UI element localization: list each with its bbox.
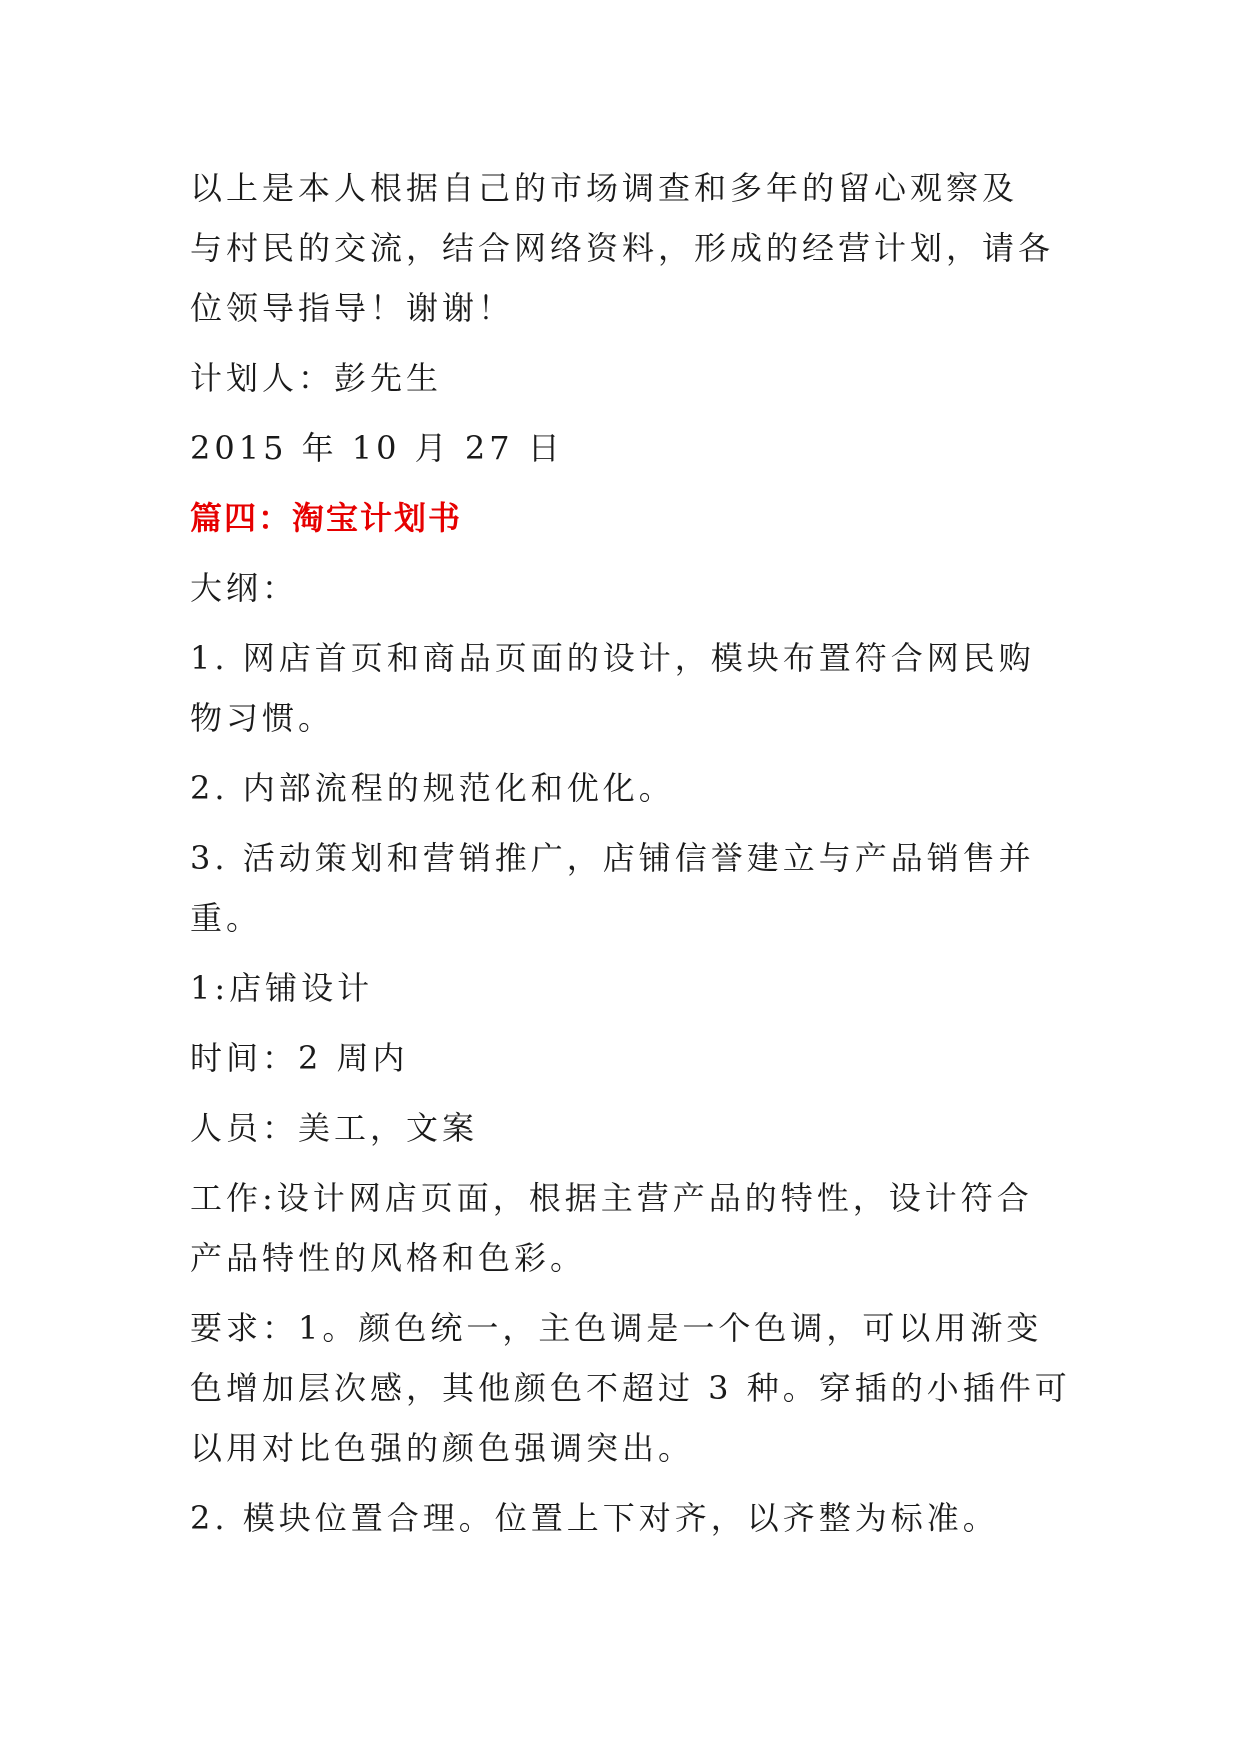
date-line: 2015 年 10 月 27 日 xyxy=(190,429,564,467)
requirement-2-line-1: 2. 模块位置合理。位置上下对齐，以齐整为标准。 xyxy=(190,1499,999,1537)
outline-item-1-line-1: 1. 网店首页和商品页面的设计，模块布置符合网民购 xyxy=(190,639,1035,677)
work-line-2: 产品特性的风格和色彩。 xyxy=(190,1239,587,1277)
planner-line: 计划人：彭先生 xyxy=(190,359,443,397)
time-line: 时间：2 周内 xyxy=(190,1039,409,1077)
requirement-1-line-3: 以用对比色强的颜色强调突出。 xyxy=(190,1429,695,1467)
intro-line-1: 以上是本人根据自己的市场调查和多年的留心观察及 xyxy=(190,169,1019,207)
outline-item-3-line-2: 重。 xyxy=(190,899,263,937)
outline-item-3-line-1: 3. 活动策划和营销推广，店铺信誉建立与产品销售并 xyxy=(190,839,1035,877)
outline-item-1-line-2: 物习惯。 xyxy=(190,699,335,737)
section-heading: 篇四：淘宝计划书 xyxy=(190,499,463,537)
document-body xyxy=(190,158,1070,1548)
store-design-title: 1:店铺设计 xyxy=(190,969,374,1007)
requirement-1-line-1: 要求：1。颜色统一，主色调是一个色调，可以用渐变 xyxy=(190,1309,1043,1347)
staff-line: 人员：美工，文案 xyxy=(190,1109,479,1147)
work-line-1: 工作:设计网店页面，根据主营产品的特性，设计符合 xyxy=(190,1179,1033,1217)
intro-line-2: 与村民的交流，结合网络资料，形成的经营计划，请各 xyxy=(190,229,1055,267)
outline-label: 大纲： xyxy=(190,569,299,607)
requirement-1-line-2: 色增加层次感，其他颜色不超过 3 种。穿插的小插件可 xyxy=(190,1369,1071,1407)
outline-item-2-line-1: 2. 内部流程的规范化和优化。 xyxy=(190,769,675,807)
intro-line-3: 位领导指导！谢谢！ xyxy=(190,289,515,327)
